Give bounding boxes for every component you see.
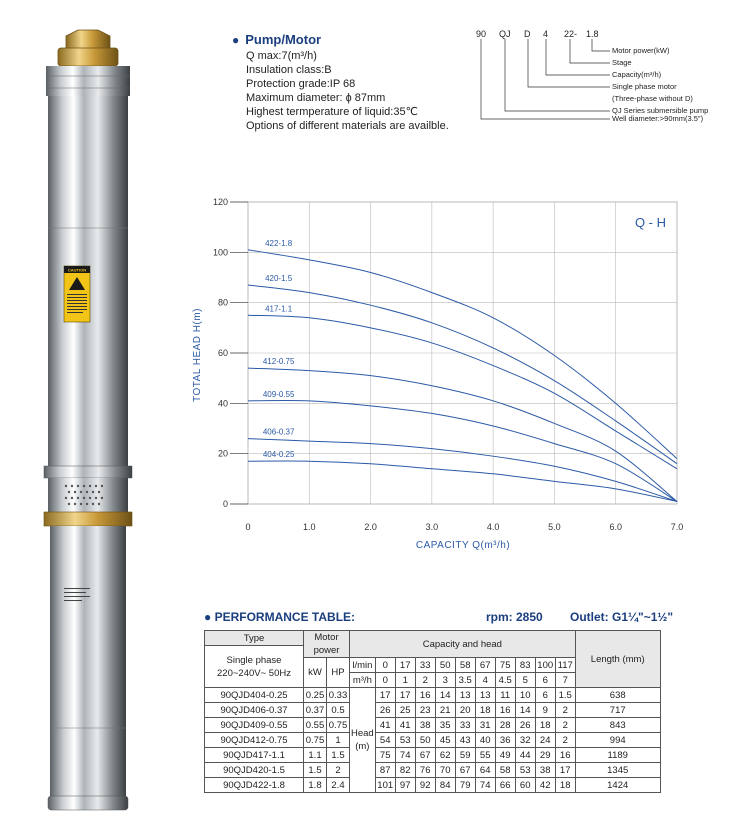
head-value: 6	[535, 688, 555, 703]
lmin-value: 117	[555, 658, 575, 673]
spec-line: Options of different materials are availble.	[246, 120, 449, 132]
length-cell: 1424	[575, 778, 660, 793]
length-cell: 638	[575, 688, 660, 703]
head-value: 26	[515, 718, 535, 733]
head-label: Head (m)	[350, 688, 376, 793]
head-value: 13	[455, 688, 475, 703]
head-value: 67	[455, 763, 475, 778]
m3h-label: m³/h	[350, 673, 376, 688]
head-value: 70	[435, 763, 455, 778]
type-header: Type	[205, 631, 304, 646]
y-tick-label: 80	[217, 297, 228, 308]
head-value: 16	[495, 703, 515, 718]
length-cell: 843	[575, 718, 660, 733]
lmin-value: 75	[495, 658, 515, 673]
x-tick-label: 2.0	[364, 522, 377, 532]
head-value: 62	[435, 748, 455, 763]
head-value: 53	[395, 733, 415, 748]
code-token: D	[524, 29, 531, 39]
table-row	[205, 703, 661, 718]
model-cell: 90QJD404-0.25	[205, 688, 304, 703]
spec-title: ● Pump/Motor	[232, 32, 322, 47]
model-cell: 90QJD412-0.75	[205, 733, 304, 748]
series-line-412-0.75	[248, 368, 677, 501]
head-value: 25	[395, 703, 415, 718]
series-line-409-0.55	[248, 400, 677, 501]
code-token: 1.8	[586, 29, 599, 39]
kw-cell: 1.5	[304, 763, 327, 778]
m3h-value: 3.5	[455, 673, 475, 688]
model-cell: 90QJD409-0.55	[205, 718, 304, 733]
head-value: 43	[455, 733, 475, 748]
m3h-value: 1	[395, 673, 415, 688]
head-value: 31	[475, 718, 495, 733]
head-value: 74	[475, 778, 495, 793]
m3h-value: 2	[415, 673, 435, 688]
lmin-value: 17	[395, 658, 415, 673]
head-value: 17	[395, 688, 415, 703]
head-value: 14	[515, 703, 535, 718]
head-value: 67	[415, 748, 435, 763]
lmin-value: 67	[475, 658, 495, 673]
kw-header: kW	[304, 658, 327, 688]
spec-line: Q max:7(m³/h)	[246, 50, 317, 62]
pump-illustration	[28, 28, 148, 818]
head-value: 50	[415, 733, 435, 748]
head-value: 2	[555, 703, 575, 718]
head-value: 97	[395, 778, 415, 793]
head-value: 54	[375, 733, 395, 748]
hp-cell: 2.4	[327, 778, 350, 793]
head-value: 101	[375, 778, 395, 793]
code-label: QJ Series submersible pump	[612, 106, 709, 115]
table-title: ● PERFORMANCE TABLE:	[204, 610, 356, 624]
lmin-label: l/min	[350, 658, 376, 673]
head-value: 1.5	[555, 688, 575, 703]
spec-line: Insulation class:B	[246, 64, 332, 76]
series-label: 412-0.75	[262, 357, 295, 367]
head-value: 16	[415, 688, 435, 703]
head-value: 18	[535, 718, 555, 733]
model-code-diagram	[470, 25, 720, 145]
hp-cell: 1.5	[327, 748, 350, 763]
head-value: 21	[435, 703, 455, 718]
chart-title: Q - H	[634, 215, 666, 230]
table-heading	[204, 610, 714, 628]
head-value: 84	[435, 778, 455, 793]
head-value: 29	[535, 748, 555, 763]
head-value: 41	[395, 718, 415, 733]
head-value: 9	[535, 703, 555, 718]
lmin-value: 83	[515, 658, 535, 673]
series-label: 409-0.55	[262, 389, 295, 399]
x-tick-label: 7.0	[670, 522, 684, 532]
kw-cell: 0.25	[304, 688, 327, 703]
m3h-value: 7	[555, 673, 575, 688]
table-row	[205, 688, 661, 703]
m3h-value: 3	[435, 673, 455, 688]
head-value: 32	[515, 733, 535, 748]
code-token: 4	[543, 29, 549, 39]
series-line-420-1.5	[248, 285, 677, 464]
kw-cell: 0.75	[304, 733, 327, 748]
chart-series	[248, 239, 677, 502]
head-value: 76	[415, 763, 435, 778]
head-value: 24	[535, 733, 555, 748]
bullet-icon: ●	[232, 33, 240, 47]
head-value: 2	[555, 733, 575, 748]
head-value: 40	[475, 733, 495, 748]
head-value: 79	[455, 778, 475, 793]
code-label: Stage	[612, 58, 632, 67]
table-row	[205, 778, 661, 793]
code-token: 90	[476, 29, 487, 39]
hp-cell: 2	[327, 763, 350, 778]
y-axis-label: TOTAL HEAD H(m)	[192, 308, 203, 402]
head-value: 17	[375, 688, 395, 703]
head-value: 17	[555, 763, 575, 778]
y-tick-label: 60	[217, 348, 228, 358]
model-cell: 90QJD420-1.5	[205, 763, 304, 778]
head-value: 75	[375, 748, 395, 763]
y-tick-label: 0	[222, 499, 228, 509]
table-row	[205, 718, 661, 733]
kw-cell: 0.37	[304, 703, 327, 718]
table-row	[205, 763, 661, 778]
series-line-422-1.8	[248, 250, 677, 459]
series-label: 422-1.8	[265, 238, 293, 248]
head-value: 36	[495, 733, 515, 748]
head-value: 45	[435, 733, 455, 748]
head-value: 55	[475, 748, 495, 763]
y-tick-label: 120	[212, 197, 228, 207]
spec-line: Protection grade:IP 68	[246, 78, 356, 90]
series-line-406-0.37	[248, 439, 677, 502]
head-value: 66	[495, 778, 515, 793]
head-value: 41	[375, 718, 395, 733]
m3h-value: 4	[475, 673, 495, 688]
hp-cell: 0.33	[327, 688, 350, 703]
code-token: QJ	[499, 29, 511, 39]
x-axis-label: CAPACITY Q(m³/h)	[415, 540, 511, 551]
x-tick-label: 3.0	[425, 522, 439, 532]
series-label: 420-1.5	[265, 274, 293, 284]
m3h-value: 0	[375, 673, 395, 688]
head-value: 38	[415, 718, 435, 733]
lmin-value: 50	[435, 658, 455, 673]
code-label: (Three-phase without D)	[612, 94, 693, 103]
kw-cell: 1.8	[304, 778, 327, 793]
y-tick-label: 40	[217, 398, 228, 409]
y-tick-label: 100	[212, 247, 228, 258]
code-label: Well diameter:>90mm(3.5")	[612, 114, 704, 123]
model-cell: 90QJD422-1.8	[205, 778, 304, 793]
head-value: 23	[415, 703, 435, 718]
rpm-label: rpm: 2850	[486, 610, 543, 624]
head-value: 28	[495, 718, 515, 733]
model-cell: 90QJD417-1.1	[205, 748, 304, 763]
x-tick-label: 4.0	[486, 522, 500, 532]
head-value: 53	[515, 763, 535, 778]
head-value: 64	[475, 763, 495, 778]
lmin-value: 100	[535, 658, 555, 673]
length-cell: 717	[575, 703, 660, 718]
series-line-404-0.25	[248, 461, 677, 501]
head-value: 59	[455, 748, 475, 763]
table-row	[205, 748, 661, 763]
type-subheader: Single phase 220~240V~ 50Hz	[205, 646, 304, 688]
motor-header: Motor power	[304, 631, 350, 658]
model-cell: 90QJD406-0.37	[205, 703, 304, 718]
lmin-value: 58	[455, 658, 475, 673]
head-value: 49	[495, 748, 515, 763]
head-value: 11	[495, 688, 515, 703]
head-value: 58	[495, 763, 515, 778]
code-label: Motor power(kW)	[612, 46, 670, 55]
kw-cell: 0.55	[304, 718, 327, 733]
head-value: 16	[555, 748, 575, 763]
spec-line: Highest termperature of liquid:35℃	[246, 106, 418, 118]
head-value: 38	[535, 763, 555, 778]
head-value: 33	[455, 718, 475, 733]
head-value: 44	[515, 748, 535, 763]
caution-text: CAUTION	[67, 267, 87, 273]
head-value: 82	[395, 763, 415, 778]
head-value: 26	[375, 703, 395, 718]
x-tick-label: 0	[245, 522, 251, 532]
head-value: 18	[475, 703, 495, 718]
q-h-chart	[180, 190, 720, 560]
spec-block	[232, 32, 482, 133]
head-value: 42	[535, 778, 555, 793]
code-label: Capacity(m³/h)	[612, 70, 662, 79]
hp-header: HP	[327, 658, 350, 688]
head-value: 60	[515, 778, 535, 793]
spec-line: Maximum diameter: ɸ 87mm	[246, 92, 386, 104]
table-row	[205, 733, 661, 748]
length-cell: 1345	[575, 763, 660, 778]
x-tick-label: 6.0	[609, 522, 622, 532]
y-tick-label: 20	[217, 448, 228, 459]
code-token: 22-	[564, 29, 578, 39]
head-value: 92	[415, 778, 435, 793]
x-tick-label: 1.0	[303, 522, 316, 532]
series-label: 417-1.1	[265, 304, 293, 314]
head-value: 10	[515, 688, 535, 703]
head-value: 2	[555, 718, 575, 733]
code-label: Single phase motor	[612, 82, 677, 91]
series-label: 404-0.25	[262, 450, 295, 460]
length-cell: 1189	[575, 748, 660, 763]
head-value: 18	[555, 778, 575, 793]
m3h-value: 5	[515, 673, 535, 688]
head-value: 74	[395, 748, 415, 763]
capacity-header: Capacity and head	[350, 631, 576, 658]
length-cell: 994	[575, 733, 660, 748]
head-value: 13	[475, 688, 495, 703]
model-code-lines	[470, 25, 720, 145]
hp-cell: 1	[327, 733, 350, 748]
x-tick-label: 5.0	[548, 522, 561, 532]
lmin-value: 0	[375, 658, 395, 673]
m3h-value: 4.5	[495, 673, 515, 688]
head-value: 14	[435, 688, 455, 703]
lmin-value: 33	[415, 658, 435, 673]
length-header: Length (mm)	[575, 631, 660, 688]
kw-cell: 1.1	[304, 748, 327, 763]
hp-cell: 0.75	[327, 718, 350, 733]
m3h-value: 6	[535, 673, 555, 688]
outlet-label: Outlet: G1¼"~1½"	[570, 610, 674, 624]
performance-table	[204, 630, 661, 793]
series-label: 406-0.37	[262, 427, 295, 437]
head-value: 87	[375, 763, 395, 778]
hp-cell: 0.5	[327, 703, 350, 718]
head-value: 20	[455, 703, 475, 718]
head-value: 35	[435, 718, 455, 733]
